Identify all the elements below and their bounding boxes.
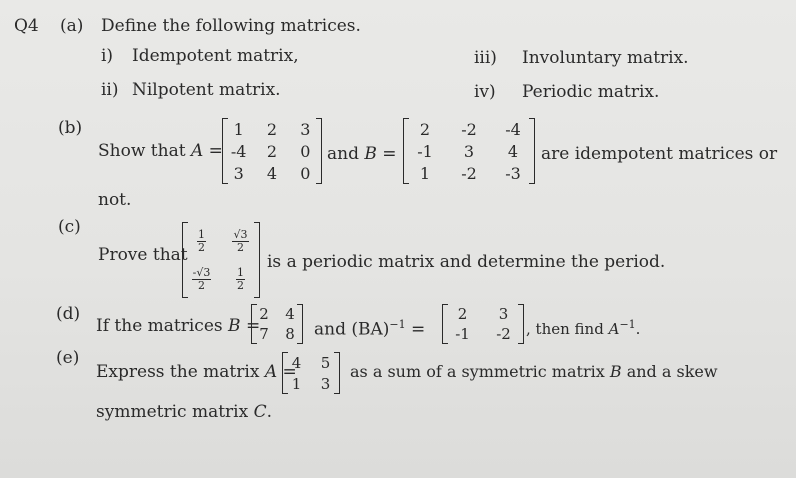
part-c-label: (c): [58, 217, 81, 237]
part-a-item-2-text: Nilpotent matrix.: [132, 80, 281, 100]
part-d-intro: If the matrices B =: [96, 316, 261, 336]
matrix-a-b: 1 2 3 -4 2 0 3 4 0: [222, 118, 322, 184]
part-e-tail: as a sum of a symmetric matrix B and a skew: [350, 362, 718, 381]
matrix-a-e: 4 5 1 3: [282, 352, 340, 394]
part-e-label: (e): [56, 348, 80, 368]
part-a-item-3-num: iii): [474, 48, 497, 68]
periodic-matrix: [182, 222, 260, 298]
fraction: $\frac{-√3}{2}$: [192, 265, 211, 292]
part-e-intro: Express the matrix A =: [96, 362, 297, 382]
part-c-tail: is a periodic matrix and determine the period.: [267, 252, 666, 272]
part-b-tail-2: not.: [98, 190, 132, 210]
matrix-b-b: 2 -2 -4 -1 3 4 1 -2 -3: [403, 118, 535, 184]
fraction: $\frac{√3}{2}$: [233, 227, 248, 254]
part-d-and: and (BA)$^{-1}$ =: [314, 318, 426, 340]
part-a-item-1-num: i): [101, 46, 114, 66]
fraction: $\frac{1}{2}$: [198, 227, 205, 254]
part-d-label: (d): [56, 304, 81, 324]
question-number: Q4: [14, 16, 39, 36]
part-b-and: and B =: [327, 144, 397, 164]
part-b-tail: are idempotent matrices or: [541, 144, 778, 164]
part-a-item-4-text: Periodic matrix.: [522, 82, 660, 102]
part-d-tail: , then find $A^{-1}$.: [526, 318, 641, 338]
part-e-line-2: symmetric matrix C.: [96, 402, 273, 422]
part-b-intro: Show that A =: [98, 141, 223, 161]
part-a-item-4-num: iv): [474, 82, 496, 102]
part-a-item-2-num: ii): [101, 80, 119, 100]
part-a-item-1-text: Idempotent matrix,: [132, 46, 299, 66]
part-a-item-3-text: Involuntary matrix.: [522, 48, 689, 68]
part-c-intro: Prove that: [98, 245, 188, 265]
part-a-prompt: Define the following matrices.: [101, 16, 361, 36]
part-a-label: (a): [60, 16, 84, 36]
matrix-inverse-d: 2 3 -1 -2: [442, 304, 524, 344]
fraction: $\frac{1}{2}$: [237, 265, 244, 292]
part-b-label: (b): [58, 118, 83, 138]
matrix-b-d: 2 4 7 8: [251, 304, 303, 344]
